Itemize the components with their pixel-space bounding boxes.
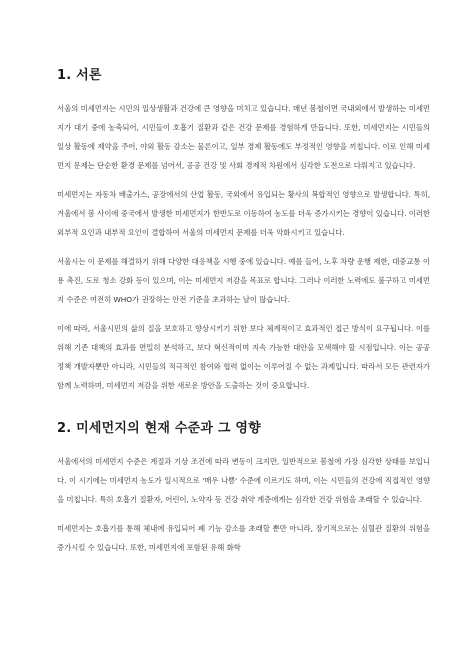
current-level-paragraph-1: 서울에서의 미세먼지 수준은 계절과 기상 조건에 따라 변동이 크지만, 일반적으로 봄철에 가장 심각한 상태를 보입니다. 이 시기에는 미세먼지 농도가 일시적으로 '매우 나쁨' 수준에 이르기도 하며, 이는 시민들의 건강에 직접적인 영향을 미칩니다. 특히 호흡기 질환자, 어린이, 노약자 등 건강 취약 계층에게는 심각한 건강 위험을 초래할 수 있습니다. [57,457,430,504]
section-heading-intro: 1. 서론 [57,68,102,83]
intro-paragraph-4: 이에 따라, 서울시민의 삶의 질을 보호하고 향상시키기 위한 보다 체계적이고 효과적인 접근 방식이 요구됩니다. 이를 위해 기존 대책의 효과를 면밀히 분석하고, 보다 혁신적이며 지속 가능한 대안을 모색해야 할 시점입니다. 이는 공공 정책 개발자뿐만 아니라, 시민들의 적극적인 참여와 협력 없이는 이루어질 수 없는 과제입니다. 따라서 모든 관련자가 함께 노력하며, 미세먼지 저감을 위한 새로운 방안을 도출하는 것이 중요합니다. [57,324,431,390]
current-level-paragraph-2: 미세먼지는 호흡기를 통해 체내에 유입되어 폐 기능 감소를 초래할 뿐만 아니라, 장기적으로는 심혈관 질환의 위험을 증가시킬 수 있습니다. 또한, 미세먼지에 포함된 유해 화학 [57,524,430,552]
intro-paragraph-2: 미세먼지는 자동차 배출가스, 공장에서의 산업 활동, 국외에서 유입되는 황사의 복합적인 영향으로 발생합니다. 특히, 겨울에서 봄 사이에 중국에서 발생한 미세먼지가 한반도로 이동하여 농도를 더욱 증가시키는 경향이 있습니다. 이러한 외부적 요인과 내부적 요인이 결합하여 서울의 미세먼지 문제를 더욱 악화시키고 있습니다. [57,190,430,237]
intro-paragraph-3: 서울시는 이 문제를 해결하기 위해 다양한 대응책을 시행 중에 있습니다. 예를 들어, 노후 차량 운행 제한, 대중교통 이용 촉진, 도로 청소 강화 등이 있으며, 이는 미세먼지 저감을 목표로 합니다. 그러나 이러한 노력에도 불구하고 미세먼지 수준은 여전히 WHO가 권장하는 안전 기준을 초과하는 날이 많습니다. [57,257,430,304]
section-heading-current-level: 2. 미세먼지의 현재 수준과 그 영향 [57,421,261,436]
intro-paragraph-1: 서울의 미세먼지는 시민의 일상생활과 건강에 큰 영향을 미치고 있습니다. 매년 봄철이면 국내외에서 발생하는 미세먼지가 대기 중에 농축되어, 시민들이 호흡기 질환과 같은 건강 문제를 경험하게 만듭니다. 또한, 미세먼지는 시민들의 일상 활동에 제약을 주어, 야외 활동 감소는 물론이고, 일부 경제 활동에도 부정적인 영향을 끼칩니다. 이로 인해 미세먼지 문제는 단순한 환경 문제를 넘어서, 공공 건강 및 사회 경제적 차원에서 심각한 도전으로 다뤄지고 있습니다. [57,104,430,170]
